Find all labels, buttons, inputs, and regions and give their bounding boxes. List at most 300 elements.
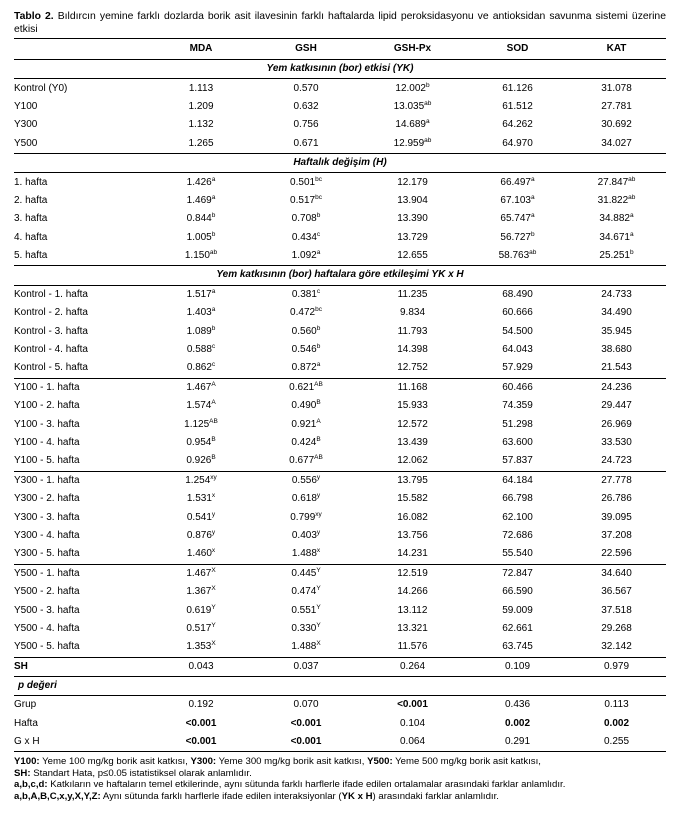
footnote-text: Standart Hata, p≤0.05 istatistiksel olarak anlamlıdır.	[30, 767, 252, 779]
cell-value: 0.618	[291, 493, 317, 505]
cell-value: 0.445	[291, 567, 317, 579]
table-row	[14, 471, 666, 490]
value-cell	[255, 583, 357, 601]
cell-value: 60.466	[502, 381, 533, 393]
significance-letter: b	[530, 230, 535, 238]
significance-letter: X	[211, 640, 216, 648]
significance-letter: B	[316, 399, 321, 407]
value-cell	[468, 508, 567, 526]
cell-value: 27.781	[601, 100, 632, 112]
cell-value: 14.231	[397, 548, 428, 560]
cell-value: 34.640	[601, 567, 632, 579]
cell-value: 64.043	[502, 344, 533, 356]
value-cell	[357, 545, 468, 564]
cell-value: 27.778	[601, 474, 632, 486]
value-cell	[468, 620, 567, 638]
cell-value: 0.619	[186, 604, 212, 616]
row-label	[14, 601, 147, 619]
value-cell	[357, 620, 468, 638]
footnote-term: a,b,c,d:	[14, 779, 48, 791]
value-cell	[147, 229, 255, 247]
cell-value: 66.497	[500, 176, 531, 188]
footnote-line	[14, 791, 674, 803]
cell-value: 0.517	[290, 194, 316, 206]
cell-value: 12.959	[393, 137, 425, 149]
value-cell	[357, 638, 468, 657]
cell-value: 11.793	[397, 325, 428, 337]
value-cell	[255, 359, 357, 378]
significance-letter: A	[316, 417, 321, 425]
value-cell	[255, 304, 357, 322]
table-row	[14, 285, 666, 304]
value-cell	[357, 508, 468, 526]
section-header-row	[14, 676, 666, 695]
cell-value: 1.488	[291, 548, 317, 560]
table-row	[14, 601, 666, 619]
significance-letter: a	[211, 306, 216, 314]
cell-value: 12.179	[397, 176, 428, 188]
value-cell	[147, 116, 255, 134]
significance-letter: bc	[315, 193, 322, 201]
significance-letter: c	[211, 361, 216, 369]
section-title: Haftalık değişim (H)	[14, 153, 666, 172]
header-cell: SOD	[468, 39, 567, 60]
cell-value: 1.113	[188, 82, 214, 94]
significance-letter: AB	[314, 380, 323, 388]
cell-value: 13.904	[397, 194, 428, 206]
cell-value: 0.921	[291, 418, 317, 430]
significance-letter: AB	[314, 454, 323, 462]
significance-letter: a	[316, 249, 321, 257]
cell-value: 1.125	[184, 418, 210, 430]
cell-value: 64.262	[502, 119, 533, 131]
cell-value: 32.142	[601, 641, 632, 653]
value-cell: 0.113	[604, 699, 629, 711]
cell-value: 1.488	[291, 641, 317, 653]
value-cell	[567, 452, 666, 471]
cell-value: 30.692	[601, 119, 632, 131]
significance-letter: y	[316, 492, 321, 500]
row-label	[14, 638, 147, 657]
section-header-row	[14, 266, 666, 285]
significance-letter: b	[211, 230, 216, 238]
cell-value: 55.540	[502, 548, 533, 560]
cell-value: 34.490	[601, 307, 632, 319]
value-cell	[468, 116, 567, 134]
cell-value: Y500 - 3. hafta	[14, 604, 80, 616]
value-cell	[255, 247, 357, 266]
cell-value: Kontrol - 4. hafta	[14, 344, 88, 356]
table-row	[14, 79, 666, 98]
footnotes	[14, 756, 674, 802]
cell-value: 14.398	[397, 344, 428, 356]
table-row	[14, 452, 666, 471]
value-cell	[468, 304, 567, 322]
significance-letter: a	[316, 361, 321, 369]
significance-letter: bc	[315, 175, 322, 183]
value-cell	[147, 583, 255, 601]
value-cell	[567, 79, 666, 98]
value-cell	[357, 322, 468, 340]
value-cell: 0.104	[399, 717, 426, 729]
value-cell	[147, 322, 255, 340]
value-cell: 0.002	[603, 717, 630, 729]
significance-letter: X	[316, 640, 321, 648]
value-cell: 0.064	[357, 733, 468, 752]
value-cell	[567, 304, 666, 322]
row-label: SH	[14, 657, 147, 676]
table-row	[14, 304, 666, 322]
table-row	[14, 135, 666, 154]
cell-value: 2. hafta	[14, 194, 48, 206]
cell-value: 1.517	[186, 288, 212, 300]
value-cell	[567, 135, 666, 154]
p-value-row	[14, 733, 666, 752]
cell-value: 0.490	[291, 400, 317, 412]
cell-value: Kontrol - 1. hafta	[14, 288, 88, 300]
cell-value: Kontrol - 2. hafta	[14, 307, 88, 319]
table-row	[14, 490, 666, 508]
cell-value: 15.933	[397, 400, 428, 412]
value-cell	[567, 564, 666, 583]
cell-value: 72.686	[502, 529, 533, 541]
significance-letter: b	[211, 212, 216, 220]
cell-value: 29.268	[601, 622, 632, 634]
value-cell	[357, 229, 468, 247]
value-cell	[567, 434, 666, 452]
cell-value: 1.467	[186, 381, 212, 393]
row-label	[14, 527, 147, 545]
value-cell: 0.255	[567, 733, 666, 752]
table-header-row	[14, 39, 666, 60]
row-label	[14, 247, 147, 266]
value-cell: <0.001	[185, 717, 217, 729]
value-cell	[567, 285, 666, 304]
section-title: p değeri	[14, 676, 666, 695]
significance-letter: b	[629, 249, 634, 257]
cell-value: 66.798	[502, 493, 533, 505]
value-cell	[468, 359, 567, 378]
cell-value: 5. hafta	[14, 250, 48, 262]
value-cell	[147, 359, 255, 378]
value-cell	[567, 116, 666, 134]
cell-value: 58.763	[498, 250, 530, 262]
cell-value: 34.671	[599, 231, 630, 243]
row-label	[14, 620, 147, 638]
value-cell	[357, 304, 468, 322]
row-label	[14, 116, 147, 134]
cell-value: Y500	[14, 137, 38, 149]
value-cell: 0.264	[357, 657, 468, 676]
row-label	[14, 471, 147, 490]
cell-value: 0.546	[291, 344, 317, 356]
value-cell	[147, 452, 255, 471]
significance-letter: b	[425, 81, 430, 89]
value-cell	[468, 490, 567, 508]
value-cell	[567, 98, 666, 116]
value-cell	[255, 116, 357, 134]
cell-value: 0.330	[291, 622, 317, 634]
footnote-text: Yeme 300 mg/kg borik asit katkısı,	[216, 756, 368, 767]
cell-value: 1.132	[188, 119, 214, 131]
cell-value: 62.661	[502, 622, 533, 634]
cell-value: 0.588	[186, 344, 212, 356]
footnote-term: Y300:	[190, 756, 217, 767]
value-cell	[255, 452, 357, 471]
cell-value: Kontrol - 5. hafta	[14, 362, 88, 374]
cell-value: 31.822	[597, 194, 629, 206]
value-cell	[567, 210, 666, 228]
significance-letter: xy	[315, 510, 322, 518]
row-label	[14, 452, 147, 471]
value-cell	[147, 397, 255, 415]
cell-value: 0.876	[186, 529, 212, 541]
cell-value: 0.403	[291, 529, 317, 541]
value-cell	[147, 564, 255, 583]
cell-value: Y300	[14, 119, 38, 131]
cell-value: 0.844	[186, 213, 212, 225]
value-cell	[468, 247, 567, 266]
significance-letter: Y	[316, 621, 321, 629]
value-cell	[357, 116, 468, 134]
table-row	[14, 415, 666, 433]
value-cell	[357, 583, 468, 601]
table-row	[14, 508, 666, 526]
row-label	[14, 434, 147, 452]
row-label	[14, 192, 147, 210]
value-cell	[147, 192, 255, 210]
significance-letter: a	[530, 212, 535, 220]
table-row	[14, 210, 666, 228]
significance-letter: a	[211, 175, 216, 183]
significance-letter: Y	[316, 566, 321, 574]
value-cell	[255, 434, 357, 452]
value-cell	[567, 397, 666, 415]
cell-value: 63.600	[502, 437, 533, 448]
cell-value: 0.872	[291, 362, 317, 374]
significance-letter: a	[629, 230, 634, 238]
table-caption	[14, 11, 666, 36]
footnote-text: Yeme 100 mg/kg borik asit katkısı,	[39, 756, 191, 767]
value-cell	[255, 210, 357, 228]
cell-value: 35.945	[601, 325, 632, 337]
cell-value: 24.723	[601, 455, 632, 467]
row-label	[14, 397, 147, 415]
cell-value: 60.666	[502, 307, 533, 319]
value-cell	[147, 285, 255, 304]
value-cell	[567, 322, 666, 340]
value-cell	[147, 135, 255, 154]
table-row	[14, 341, 666, 359]
cell-value: 25.251	[599, 250, 630, 262]
value-cell: 0.037	[255, 657, 357, 676]
value-cell	[147, 508, 255, 526]
header-cell: MDA	[147, 39, 255, 60]
cell-value: 27.847	[597, 176, 629, 188]
cell-value: 1.092	[291, 250, 317, 262]
value-cell: 0.436	[504, 699, 531, 711]
value-cell	[468, 192, 567, 210]
value-cell: 0.070	[293, 699, 319, 711]
cell-value: 0.381	[291, 288, 317, 300]
value-cell	[357, 601, 468, 619]
value-cell	[147, 210, 255, 228]
cell-value: 14.266	[397, 586, 428, 598]
cell-value: 61.126	[502, 82, 533, 94]
cell-value: 4. hafta	[14, 231, 48, 243]
cell-value: 0.799	[290, 511, 316, 523]
cell-value: Y100 - 3. hafta	[14, 418, 80, 430]
value-cell	[357, 210, 468, 228]
value-cell	[468, 135, 567, 154]
value-cell	[468, 452, 567, 471]
value-cell: <0.001	[255, 733, 357, 752]
cell-value: 67.103	[500, 194, 531, 206]
significance-letter: A	[211, 399, 216, 407]
row-label	[14, 229, 147, 247]
value-cell	[147, 378, 255, 397]
cell-value: 14.689	[395, 119, 426, 131]
cell-value: Y300 - 1. hafta	[14, 474, 80, 486]
cell-value: Y100	[14, 100, 38, 112]
value-cell	[567, 601, 666, 619]
value-cell	[357, 527, 468, 545]
significance-letter: Y	[211, 621, 216, 629]
cell-value: 0.756	[293, 119, 319, 131]
significance-letter: c	[316, 287, 321, 295]
cell-value: 12.002	[395, 82, 426, 94]
cell-value: 39.095	[601, 511, 632, 523]
cell-value: 63.745	[502, 641, 533, 653]
value-cell	[255, 545, 357, 564]
cell-value: 37.518	[601, 604, 632, 616]
value-cell	[357, 378, 468, 397]
value-cell	[147, 79, 255, 98]
value-cell	[357, 247, 468, 266]
value-cell	[468, 341, 567, 359]
table-row	[14, 638, 666, 657]
cell-value: 22.596	[601, 548, 632, 560]
cell-value: 64.184	[502, 474, 533, 486]
significance-letter: xy	[210, 473, 217, 481]
significance-letter: B	[316, 436, 321, 443]
significance-letter: B	[211, 454, 216, 462]
cell-value: 11.235	[397, 288, 428, 300]
significance-letter: Y	[316, 585, 321, 593]
value-cell	[147, 545, 255, 564]
cell-value: 13.795	[397, 474, 428, 486]
value-cell	[468, 173, 567, 192]
value-cell	[147, 601, 255, 619]
row-label	[14, 98, 147, 116]
header-cell: GSH-Px	[357, 39, 468, 60]
significance-letter: a	[211, 287, 216, 295]
cell-value: 54.500	[502, 325, 533, 337]
cell-value: 1.353	[186, 641, 212, 653]
value-cell	[255, 490, 357, 508]
value-cell	[147, 341, 255, 359]
value-cell	[255, 322, 357, 340]
significance-letter: y	[316, 528, 321, 536]
value-cell	[255, 192, 357, 210]
value-cell	[255, 173, 357, 192]
cell-value: 0.560	[291, 325, 317, 337]
significance-letter: bc	[315, 306, 322, 314]
cell-value: 0.424	[291, 437, 317, 448]
significance-letter: A	[211, 380, 216, 388]
cell-value: 1.531	[186, 493, 212, 505]
cell-value: 0.556	[291, 474, 317, 486]
footnote-line	[14, 756, 674, 768]
cell-value: 31.078	[601, 82, 632, 94]
row-label	[14, 322, 147, 340]
table-row	[14, 397, 666, 415]
cell-value: 13.729	[397, 231, 428, 243]
value-cell	[255, 638, 357, 657]
footnote-text: Katkıların ve haftaların temel etkilerinde, aynı sütunda farklı harflerle ifade edilen ortalamalar arasındaki farklar anlamlıdır.	[47, 779, 566, 791]
significance-letter: B	[211, 436, 216, 443]
cell-value: 34.882	[599, 213, 630, 225]
value-cell	[468, 564, 567, 583]
value-cell	[567, 359, 666, 378]
value-cell	[357, 359, 468, 378]
significance-letter: y	[316, 473, 321, 481]
cell-value: 15.582	[397, 493, 428, 505]
cell-value: 11.576	[397, 641, 428, 653]
value-cell	[468, 285, 567, 304]
cell-value: 3. hafta	[14, 213, 48, 225]
row-label	[14, 79, 147, 98]
value-cell	[567, 229, 666, 247]
cell-value: 13.035	[393, 100, 425, 112]
value-cell	[468, 229, 567, 247]
value-cell	[357, 341, 468, 359]
cell-value: Y500 - 4. hafta	[14, 622, 80, 634]
table-row	[14, 564, 666, 583]
cell-value: 64.970	[502, 137, 533, 149]
significance-letter: x	[211, 492, 216, 500]
value-cell	[357, 415, 468, 433]
cell-value: 65.747	[500, 213, 531, 225]
value-cell	[255, 601, 357, 619]
cell-value: 21.543	[601, 362, 632, 374]
cell-value: 13.390	[397, 213, 428, 225]
section-header-row	[14, 60, 666, 79]
cell-value: 24.733	[601, 288, 632, 300]
header-cell: GSH	[255, 39, 357, 60]
table-row	[14, 116, 666, 134]
value-cell	[567, 173, 666, 192]
cell-value: 37.208	[601, 529, 632, 541]
cell-value: 12.519	[397, 567, 428, 579]
value-cell	[357, 79, 468, 98]
cell-value: 1.209	[188, 100, 214, 112]
footnote-text: Aynı sütunda farklı harflerle ifade edilen interaksiyonlar (	[100, 790, 342, 802]
value-cell: 0.192	[188, 699, 214, 711]
cell-value: Kontrol (Y0)	[14, 82, 68, 94]
significance-letter: ab	[424, 136, 432, 144]
row-label	[14, 285, 147, 304]
significance-letter: y	[211, 528, 216, 536]
value-cell	[255, 620, 357, 638]
cell-value: 0.501	[290, 176, 316, 188]
caption-text: Bıldırcın yemine farklı dozlarda borik asit ilavesinin farklı haftalarda lipid peroksidasyonu ve antioksidan savunma sistemi üzerine etkisi	[14, 11, 666, 35]
cell-value: 0.474	[291, 586, 317, 598]
cell-value: 57.837	[502, 455, 533, 467]
significance-letter: a	[530, 175, 535, 183]
cell-value: 0.926	[186, 455, 212, 467]
cell-value: 1.367	[186, 586, 212, 598]
